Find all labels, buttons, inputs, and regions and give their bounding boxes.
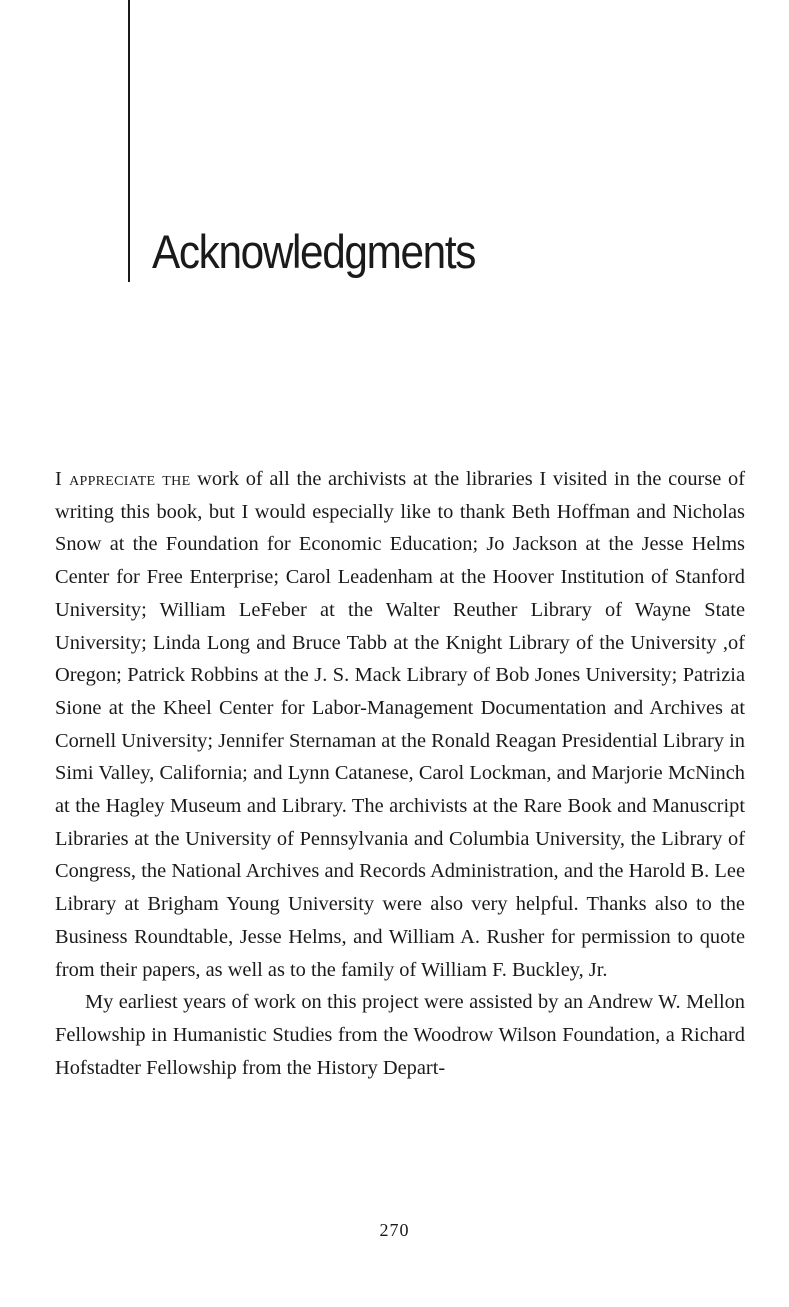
page-number: 270 — [379, 1220, 410, 1240]
chapter-title: Acknowledgments — [152, 225, 476, 278]
paragraph-1 — [55, 463, 745, 986]
body-text — [55, 463, 745, 1084]
paragraph-lead-in: I appreciate the — [55, 468, 191, 490]
paragraph-1-text: work of all the archivists at the libraries I visited in the course of writing this book, but I would especially like to thank Beth Hoffman and Nicholas Snow at the Foundation for Economic Education; Jo Jackson at the Jesse Helms Center for Free Enterprise; Carol Leadenham at the Hoover Institution of Stanford University; William LeFeber at the Walter Reuther Library of Wayne State University; Linda Long and Bruce Tabb at the Knight Library of the University ,of Oregon; Patrick Robbins at the J. S. Mack Library of Bob Jones University; Patrizia Sione at the Kheel Center for Labor-Management Documentation and Archives at Cornell University; Jennifer Sternaman at the Ronald Reagan Presidential Library in Simi Valley, California; and Lynn Catanese, Carol Lockman, and Marjorie McNinch at the Hagley Museum and Library. The archivists at the Rare Book and Manuscript Libraries at the University of Pennsylvania and Columbia University, the Library of Congress, the National Archives and Records Administration, and the Harold B. Lee Library at Brigham Young University were also very helpful. Thanks also to the Business Roundtable, Jesse Helms, and William A. Rusher for permission to quote from their papers, as well as to the family of William F. Buckley, Jr. — [55, 468, 745, 981]
chapter-vertical-rule — [128, 0, 130, 282]
paragraph-2: My earliest years of work on this project were assisted by an Andrew W. Mellon Fellowship in Humanistic Studies from the Woodrow Wilson Foundation, a Richard Hofstadter Fellowship from the History Depart- — [55, 991, 745, 1079]
